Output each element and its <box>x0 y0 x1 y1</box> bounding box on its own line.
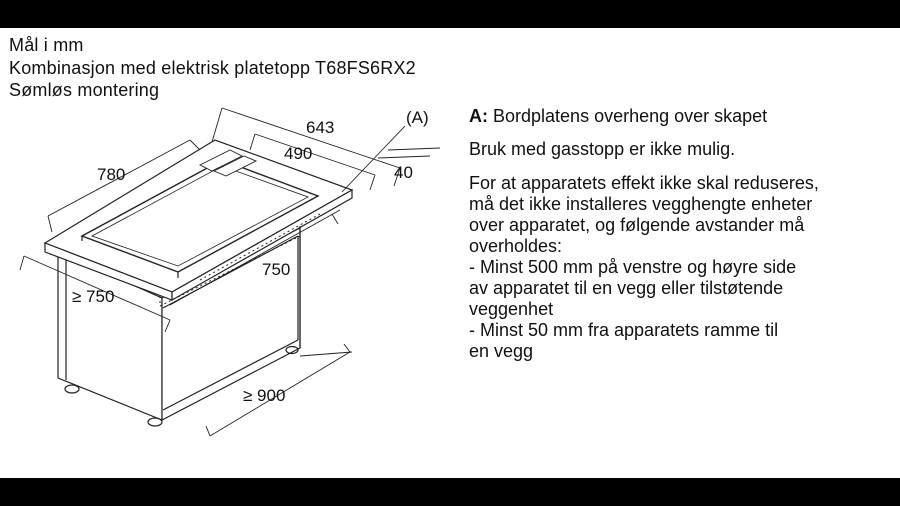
dimension-min-900: ≥ 900 <box>243 386 286 405</box>
note-line: en vegg <box>469 341 534 361</box>
note-line: veggenhet <box>469 299 554 319</box>
note-line: av apparatet til en vegg eller tilstøtende <box>469 278 784 298</box>
note-line: - Minst 50 mm fra apparatets ramme til <box>469 320 779 340</box>
units-note: Mål i mm <box>9 35 84 55</box>
note-line: - Minst 500 mm på venstre og høyre side <box>469 257 797 277</box>
note-gas: Bruk med gasstopp er ikke mulig. <box>469 139 736 159</box>
note-a-text: Bordplatens overheng over skapet <box>488 106 768 126</box>
note-a-key: A: <box>469 106 488 126</box>
installation-notes <box>469 106 889 362</box>
dimension-750: 750 <box>262 260 291 279</box>
note-line: må det ikke installeres vegghengte enheter <box>469 194 813 214</box>
note-line: over apparatet, og følgende avstander må <box>469 215 805 235</box>
dimension-780: 780 <box>97 165 126 184</box>
dimension-40: 40 <box>394 163 413 182</box>
dimension-643: 643 <box>306 118 335 137</box>
dimension-min-750: ≥ 750 <box>72 287 115 306</box>
note-a <box>469 106 889 127</box>
note-line: For at apparatets effekt ikke skal reduseres, <box>469 173 819 193</box>
product-title: Kombinasjon med elektrisk platetopp T68FS6RX2 <box>9 58 416 78</box>
note-line: overholdes: <box>469 236 563 256</box>
mounting-type: Sømløs montering <box>9 80 160 100</box>
dimension-a-marker: (A) <box>406 108 429 127</box>
dimension-490: 490 <box>284 144 313 163</box>
